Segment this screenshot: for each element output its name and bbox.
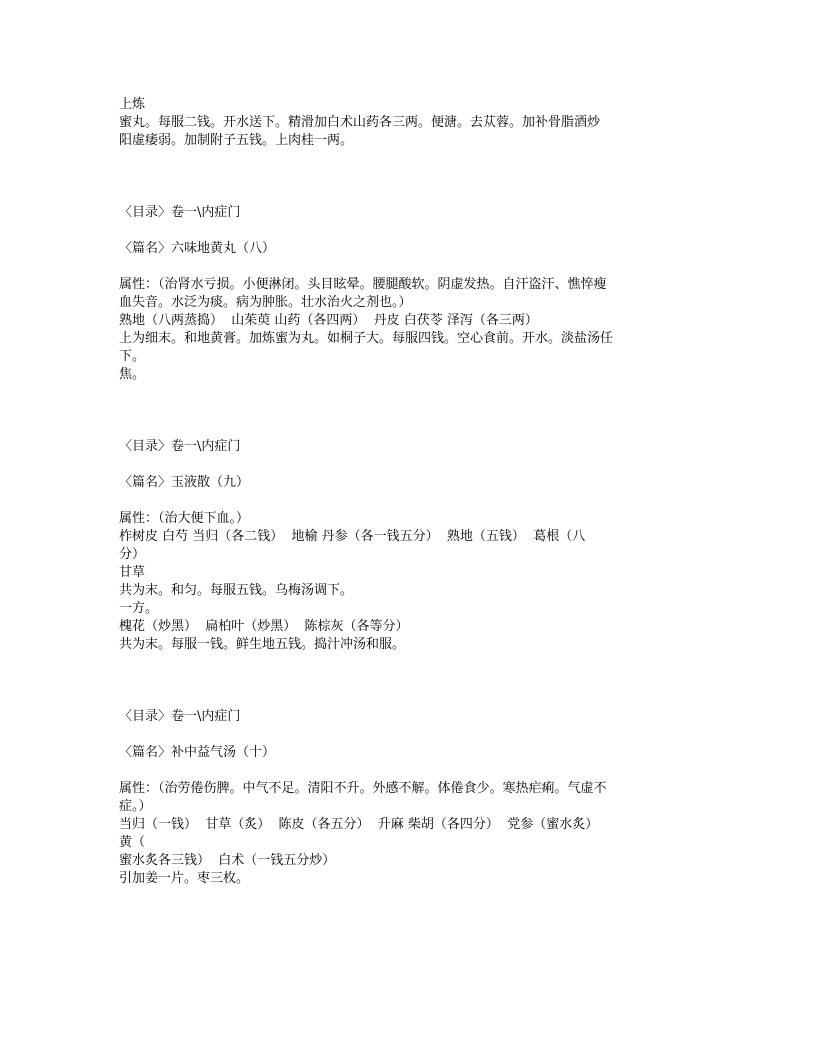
section-line: 一方。 [119,601,159,616]
section-line: 引加姜一片。枣三枚。 [119,871,250,886]
section-line: 属性：（治劳倦伤脾。中气不足。清阳不升。外感不解。体倦食少。寒热疟痢。气虚不 [119,781,607,796]
section-yuye-san [119,438,659,654]
section-line: 熟地（八两蒸捣） 山茱萸 山药（各四两） 丹皮 白茯苓 泽泻（各三两） [119,313,538,328]
catalog-label: 〈目录〉卷一\内症门 [119,439,241,454]
section-line: 柞树皮 白芍 当归（各二钱） 地榆 丹参（各一钱五分） 熟地（五钱） 葛根（八 [119,529,586,544]
section-line: 蜜水炙各三钱） 白术（一钱五分炒） [119,853,336,868]
section-line: 症。） [119,799,152,814]
section-line: 下。 [119,349,146,364]
catalog-label: 〈目录〉卷一\内症门 [119,205,241,220]
intro-line: 上炼 [119,97,146,112]
section-line: 槐花（炒黑） 扁柏叶（炒黑） 陈棕灰（各等分） [119,619,409,634]
section-title: 〈篇名〉六味地黄丸（八） [119,241,276,256]
section-liuwei-dihuang-wan [119,204,659,384]
section-line: 共为末。每服一钱。鲜生地五钱。捣汁冲汤和服。 [119,637,406,652]
intro-line: 阳虚痿弱。加制附子五钱。上肉桂一两。 [119,133,354,148]
section-line: 甘草 [119,565,146,580]
section-line: 焦。 [119,367,146,382]
section-line: 血失音。水泛为痰。病为肿胀。壮水治火之剂也。） [119,295,412,310]
intro-block [119,96,659,150]
section-title: 〈篇名〉玉液散（九） [119,475,250,490]
section-line: 属性：（治大便下血。） [119,511,250,526]
section-line: 当归（一钱） 甘草（炙） 陈皮（各五分） 升麻 柴胡（各四分） 党参（蜜水炙） [119,817,599,832]
document-page [119,96,659,888]
section-line: 黄（ [119,835,146,850]
section-line: 分） [119,547,146,562]
section-buzhong-yiqi-tang [119,708,659,888]
catalog-label: 〈目录〉卷一\内症门 [119,709,241,724]
intro-line: 蜜丸。每服二钱。开水送下。精滑加白术山药各三两。便溏。去苁蓉。加补骨脂酒炒 [119,115,601,130]
section-line: 属性：（治肾水亏损。小便淋闭。头目眩晕。腰腿酸软。阴虚发热。自汗盗汗、憔悴瘦 [119,277,607,292]
section-title: 〈篇名〉补中益气汤（十） [119,745,276,760]
section-line: 上为细末。和地黄膏。加炼蜜为丸。如桐子大。每服四钱。空心食前。开水。淡盐汤任 [119,331,614,346]
section-line: 共为末。和匀。每服五钱。乌梅汤调下。 [119,583,354,598]
